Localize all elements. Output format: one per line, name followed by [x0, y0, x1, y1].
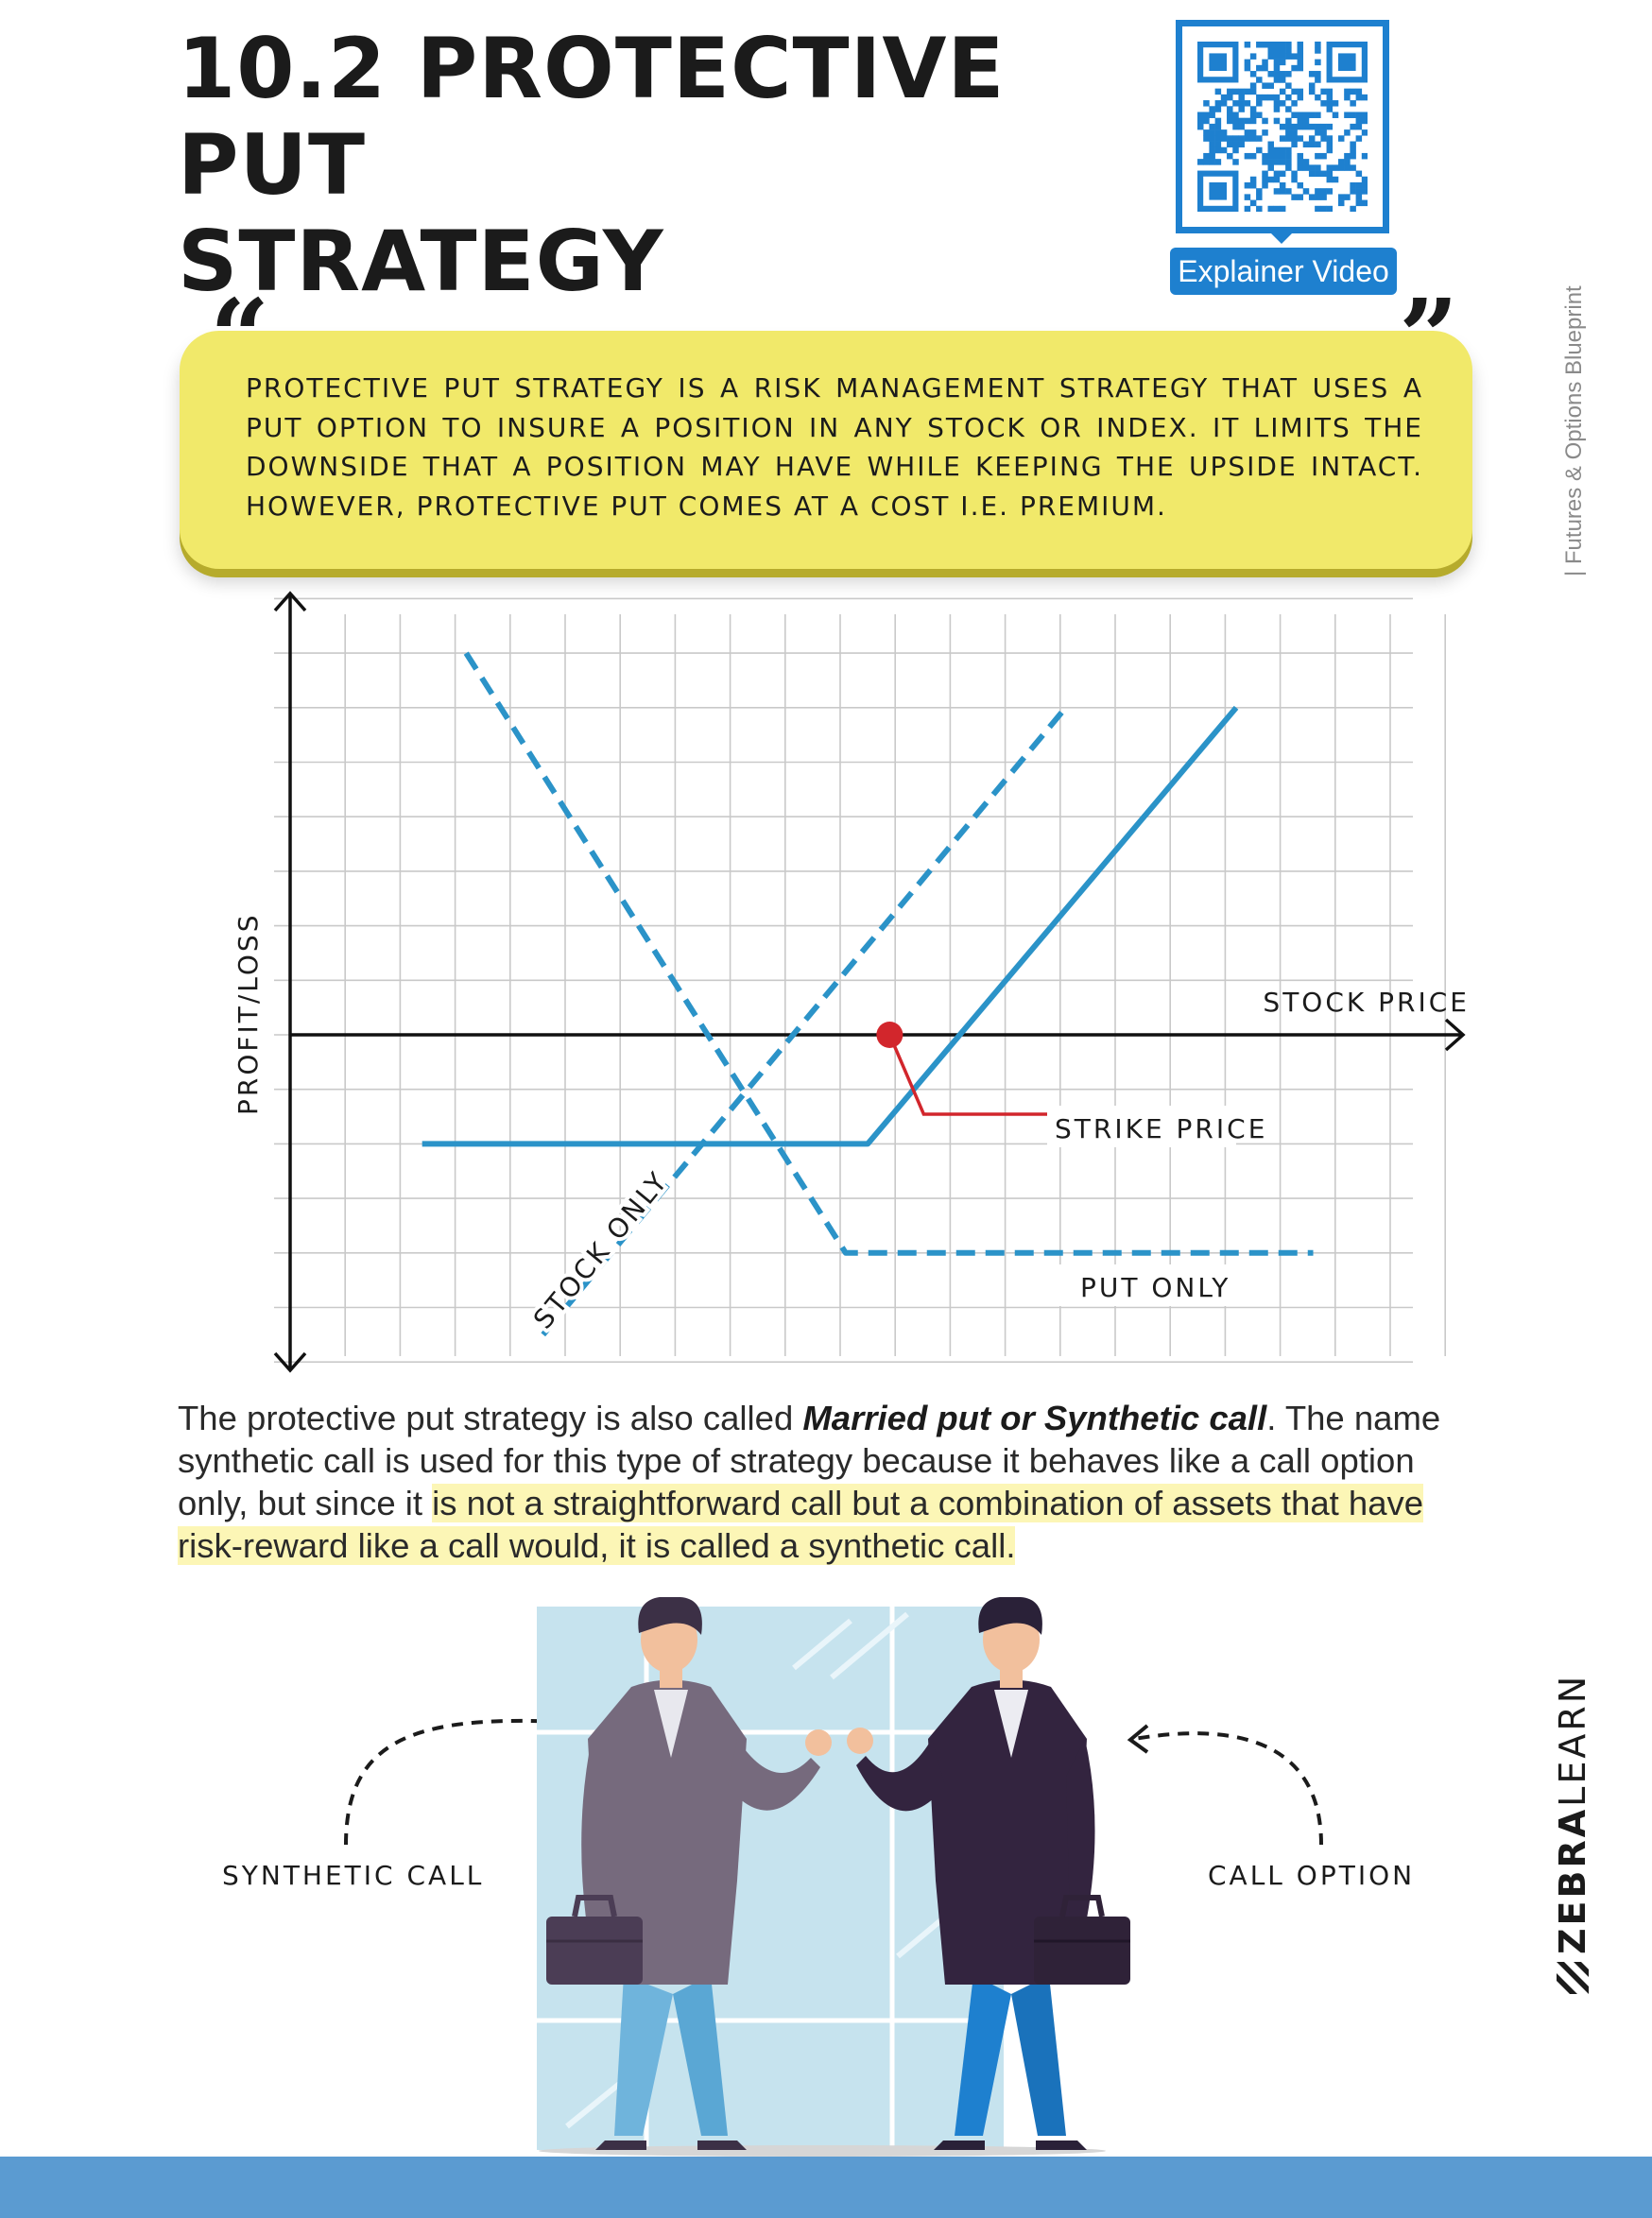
left-curved-arrow-icon [346, 1721, 562, 1845]
brand-logo [1546, 1673, 1599, 1994]
qr-pattern-icon [1197, 42, 1368, 212]
put-only-line [466, 653, 1313, 1253]
call-option-label: CALL OPTION [1208, 1860, 1416, 1891]
footer-bar [0, 2157, 1652, 2218]
strike-leader-line [889, 1035, 1050, 1114]
stock-only-label: STOCK ONLY [526, 1164, 675, 1335]
paragraph-emphasis: Married put or Synthetic call [802, 1399, 1267, 1437]
close-quote-icon: ” [1399, 276, 1459, 398]
definition-text: PROTECTIVE PUT STRATEGY IS A RISK MANAGEMENT STRATEGY THAT USES A PUT OPTION TO INSURE A POSITION IN ANY STOCK OR INDEX. IT LIMITS THE DOWNSIDE THAT A POSITION MAY HAVE WHILE KEEPING THE UPSIDE INTACT. HOWEVER, PROTECTIVE PUT COMES AT A COST I.E. PREMIUM. [246, 372, 1423, 522]
zebra-stripes-icon [1557, 1962, 1589, 1994]
brand-name-light: LEARN [1552, 1673, 1593, 1807]
title-line-1: 10.2 PROTECTIVE PUT [178, 20, 1006, 214]
title-line-2: STRATEGY [178, 213, 664, 310]
payoff-chart [0, 576, 1652, 1389]
y-axis-label: PROFIT/LOSS [232, 912, 264, 1115]
right-curved-arrow-icon [1134, 1733, 1321, 1845]
body-paragraph [178, 1397, 1474, 1567]
strike-price-label: STRIKE PRICE [1055, 1113, 1268, 1144]
brand-name [1552, 1674, 1593, 1954]
definition-callout [180, 331, 1472, 569]
strike-price-dot [876, 1022, 903, 1048]
page-title [178, 21, 1123, 310]
paragraph-text-1: The protective put strategy is also called [178, 1399, 803, 1437]
qr-code[interactable] [1176, 20, 1389, 233]
paragraph-text-2: . The name synthetic call is used for this type of strategy because it behaves like a call option only, but since it [178, 1399, 1441, 1522]
put-only-label: PUT ONLY [1080, 1272, 1231, 1303]
brand-name-bold: ZEBRA [1552, 1806, 1593, 1954]
x-axis-label: STOCK PRICE [1263, 987, 1470, 1018]
qr-label-pointer [1270, 232, 1293, 244]
paragraph-highlight: is not a straightforward call but a combination of assets that have risk-reward like a call would, it is called a synthetic call. [178, 1484, 1424, 1565]
synthetic-call-label: SYNTHETIC CALL [222, 1860, 485, 1891]
explainer-video-button[interactable]: Explainer Video [1170, 248, 1397, 295]
chart-series [422, 653, 1314, 1334]
side-book-title: | Futures & Options Blueprint [1561, 285, 1587, 576]
